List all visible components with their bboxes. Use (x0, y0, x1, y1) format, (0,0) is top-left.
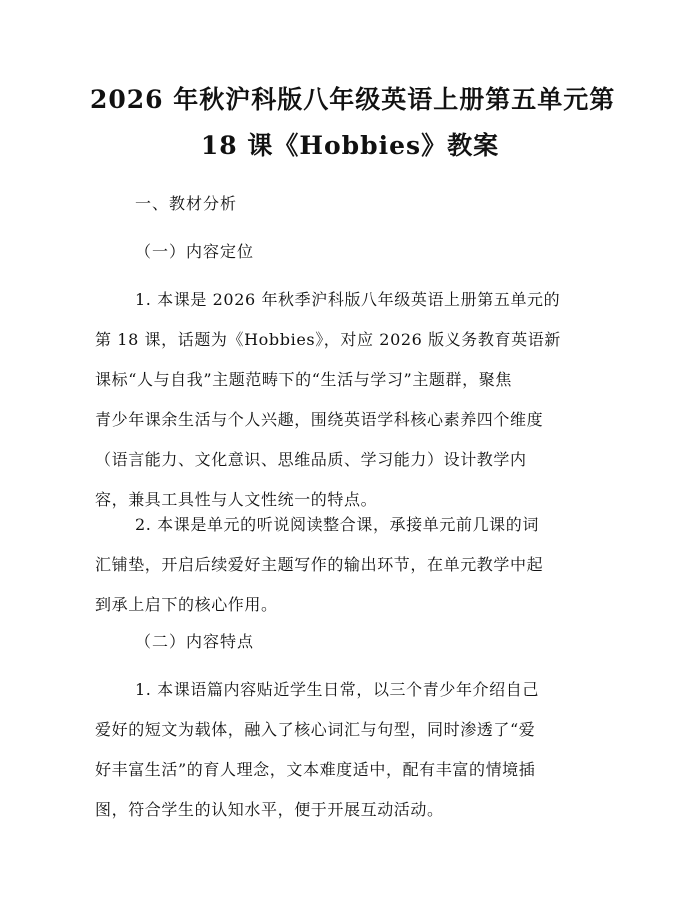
paragraph-line: 到承上启下的核心作用。 (95, 595, 278, 614)
paragraph-content-features-1 (95, 670, 610, 830)
paragraph-line: 2. 本课是单元的听说阅读整合课，承接单元前几课的词 (135, 515, 539, 534)
subsection-heading-content-features: （二）内容特点 (135, 632, 255, 651)
paragraph-line: 爱好的短文为载体，融入了核心词汇与句型，同时渗透了“爱 (95, 720, 536, 739)
paragraph-content-positioning-1 (95, 280, 610, 520)
paragraph-line: 图，符合学生的认知水平，便于开展互动活动。 (95, 800, 444, 819)
section-heading-textbook-analysis: 一、教材分析 (135, 194, 238, 213)
paragraph-line: 汇铺垫，开启后续爱好主题写作的输出环节，在单元教学中起 (95, 555, 544, 574)
subsection-heading-content-positioning: （一）内容定位 (135, 242, 255, 261)
paragraph-line: 青少年课余生活与个人兴趣，围绕英语学科核心素养四个维度 (95, 410, 544, 429)
paragraph-content-positioning-2 (95, 505, 610, 625)
paragraph-line: 第 18 课，话题为《Hobbies》，对应 2026 版义务教育英语新 (95, 330, 561, 349)
paragraph-line: 课标“人与自我”主题范畴下的“生活与学习”主题群，聚焦 (95, 370, 512, 389)
paragraph-line: 好丰富生活”的育人理念，文本难度适中，配有丰富的情境插 (95, 760, 536, 779)
paragraph-line: 1. 本课是 2026 年秋季沪科版八年级英语上册第五单元的 (135, 290, 561, 309)
paragraph-line: 容，兼具工具性与人文性统一的特点。 (95, 490, 378, 509)
paragraph-line: 1. 本课语篇内容贴近学生日常，以三个青少年介绍自己 (135, 680, 539, 699)
document-title-line-2: 18 课《Hobbies》教案 (200, 131, 500, 160)
document-title-line-1: 2026 年秋沪科版八年级英语上册第五单元第 (90, 85, 616, 114)
paragraph-line: （语言能力、文化意识、思维品质、学习能力）设计教学内 (95, 450, 527, 469)
